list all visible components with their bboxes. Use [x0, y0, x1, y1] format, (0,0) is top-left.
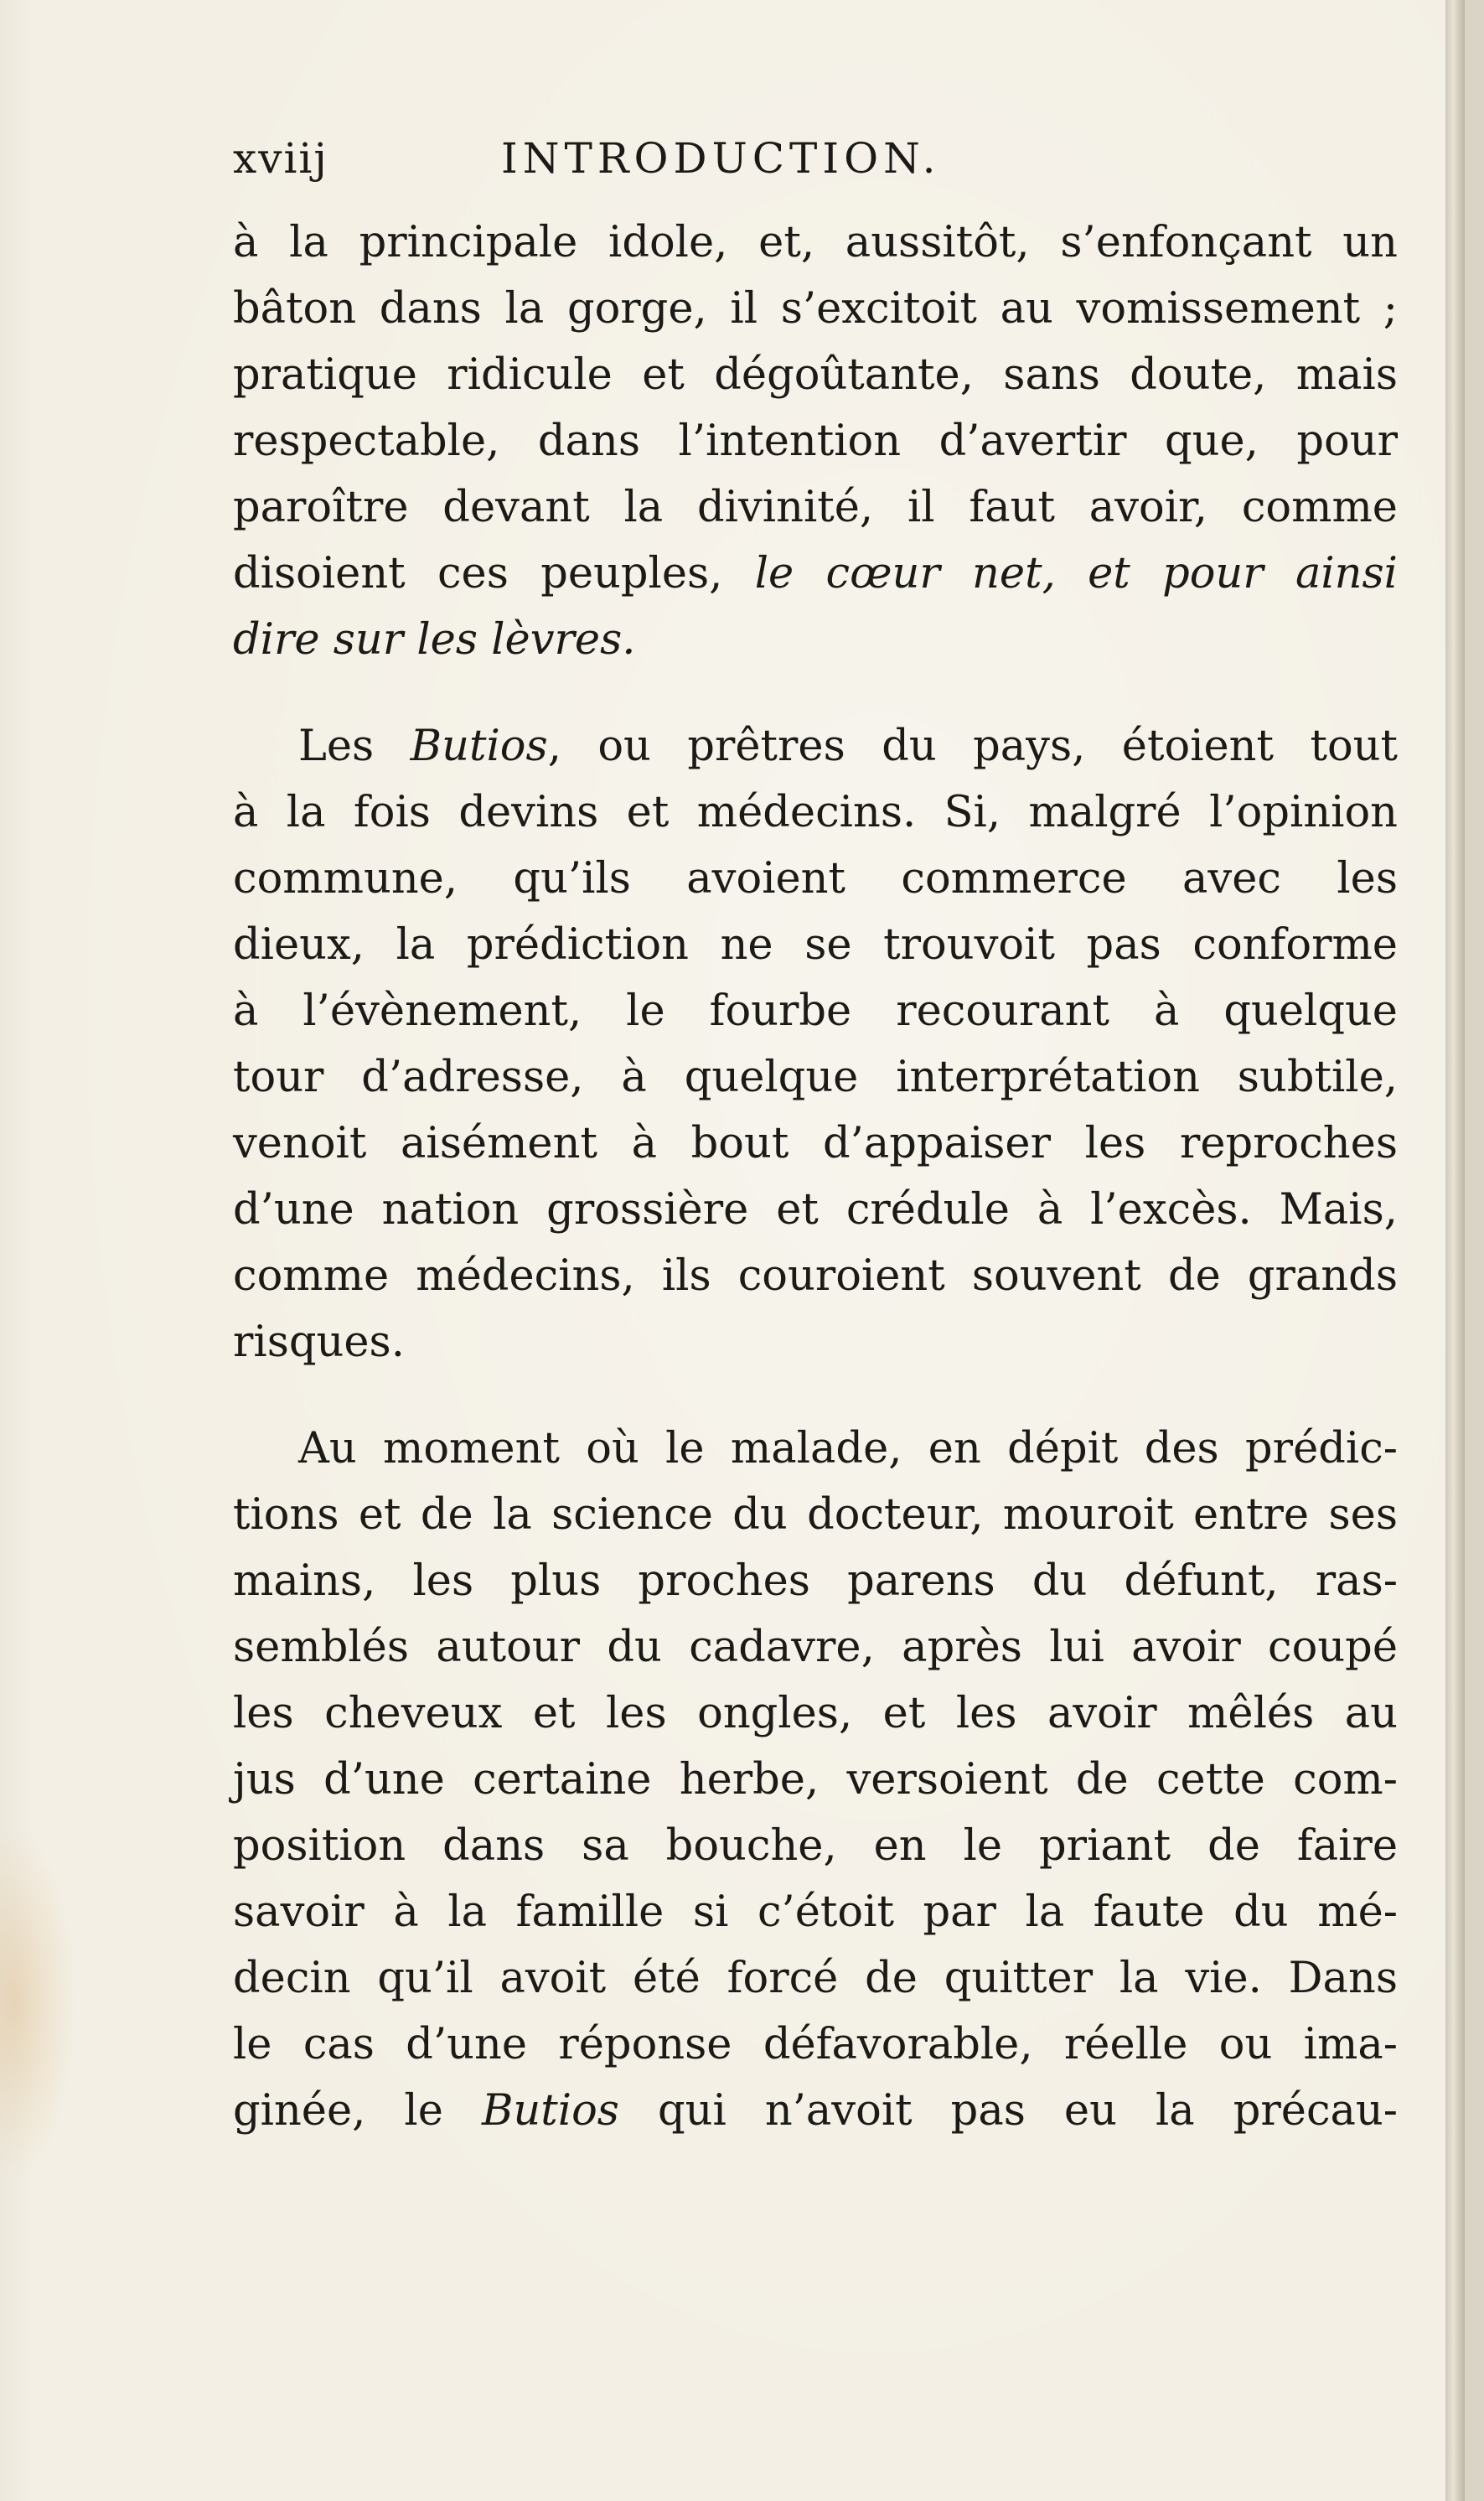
text-line: ginée, le Butios qui n’avoit pas eu la précau- [233, 2086, 1398, 2136]
text-line: comme médecins, ils couroient souvent de grands [233, 1251, 1398, 1301]
text-line: tions et de la science du docteur, mouroit entre ses [233, 1490, 1398, 1540]
text-line: bâton dans la gorge, il s’excitoit au vomissement ; [233, 284, 1398, 334]
paragraph [233, 210, 1398, 673]
running-head [233, 126, 1398, 210]
text-line: commune, qu’ils avoient commerce avec les [233, 854, 1398, 904]
italic-text: dire sur les lèvres. [233, 615, 636, 665]
running-title: INTRODUCTION. [501, 134, 941, 183]
text-line: mains, les plus proches parens du défunt, ras- [233, 1556, 1398, 1606]
paper-stain [0, 1827, 75, 2179]
text-line: savoir à la famille si c’étoit par la faute du mé- [233, 1887, 1398, 1937]
italic-text: Butios [410, 722, 548, 771]
text-line: le cas d’une réponse défavorable, réelle ou ima- [233, 2020, 1398, 2069]
text-line: tour d’adresse, à quelque interprétation subtile, [233, 1053, 1398, 1102]
text-line: decin qu’il avoit été forcé de quitter la vie. Dans [233, 1954, 1398, 2003]
text-line: pratique ridicule et dégoûtante, sans doute, mais [233, 350, 1398, 400]
text-line: disoient ces peuples, le cœur net, et pour ainsi [233, 549, 1398, 598]
text-line: dieux, la prédiction ne se trouvoit pas conforme [233, 920, 1398, 970]
text-line: venoit aisément à bout d’appaiser les reproches [233, 1119, 1398, 1168]
text-line: Les Butios, ou prêtres du pays, étoient tout [298, 722, 1399, 771]
paragraph [233, 713, 1398, 1375]
text-line: d’une nation grossière et crédule à l’excès. Mais, [233, 1185, 1398, 1235]
text-line: à la fois devins et médecins. Si, malgré l’opinion [233, 788, 1398, 837]
text-line [233, 607, 1398, 673]
italic-text: Butios [481, 2086, 619, 2136]
text-line: semblés autour du cadavre, après lui avoir coupé [233, 1623, 1398, 1672]
text-line: respectable, dans l’intention d’avertir que, pour [233, 417, 1398, 466]
text-line: position dans sa bouche, en le priant de faire [233, 1821, 1398, 1871]
paragraph [233, 1416, 1398, 2144]
text-line: à la principale idole, et, aussitôt, s’enfonçant un [233, 218, 1398, 267]
text-line: Au moment où le malade, en dépit des prédic- [298, 1424, 1398, 1473]
page-number: xviij [233, 134, 328, 183]
text-line: à l’évènement, le fourbe recourant à quelque [233, 986, 1398, 1036]
text-line: jus d’une certaine herbe, versoient de cette com- [233, 1755, 1398, 1805]
text-line: paroître devant la divinité, il faut avoir, comme [233, 483, 1398, 532]
text-block [233, 126, 1398, 2144]
text-line: les cheveux et les ongles, et les avoir mêlés au [233, 1689, 1398, 1738]
text-line: risques. [233, 1318, 405, 1367]
page-edge [1445, 0, 1465, 2501]
italic-text: le cœur net, et pour ainsi [754, 549, 1398, 598]
